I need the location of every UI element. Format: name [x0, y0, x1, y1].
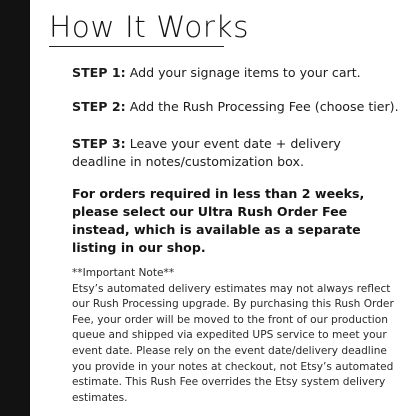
page-title: How It Works [49, 10, 250, 44]
rush-notice: For orders required in less than 2 weeks, please select our Ultra Rush Order Fee instead, which is available as a separate listing in our shop. [72, 186, 365, 255]
left-accent-bar [0, 0, 30, 416]
step-3-label: STEP 3: [72, 136, 126, 151]
step-2 [72, 98, 402, 116]
step-1-label: STEP 1: [72, 65, 126, 80]
step-2-text: Add the Rush Processing Fee (choose tier). [129, 99, 399, 114]
step-3-text: Leave your event date + delivery deadline in notes/customization box. [72, 136, 341, 169]
important-note-heading: **Important Note** [72, 267, 175, 279]
important-note-body: Etsy’s automated delivery estimates may not always reflect our Rush Processing upgrade. By purchasing this Rush Order Fee, your order will be moved to the front of our production queue and shipped via expedited UPS service to meet your event date. Please rely on the event date/delivery deadline you provide in your notes at checkout, not Etsy’s automated estimate. This Rush Fee overrides the Etsy system delivery estimates. [72, 282, 394, 404]
step-2-label: STEP 2: [72, 99, 126, 114]
step-1-text: Add your signage items to your cart. [129, 65, 361, 80]
step-1 [72, 64, 402, 82]
important-note [72, 266, 394, 406]
step-3 [72, 135, 392, 171]
title-underline [49, 46, 224, 47]
